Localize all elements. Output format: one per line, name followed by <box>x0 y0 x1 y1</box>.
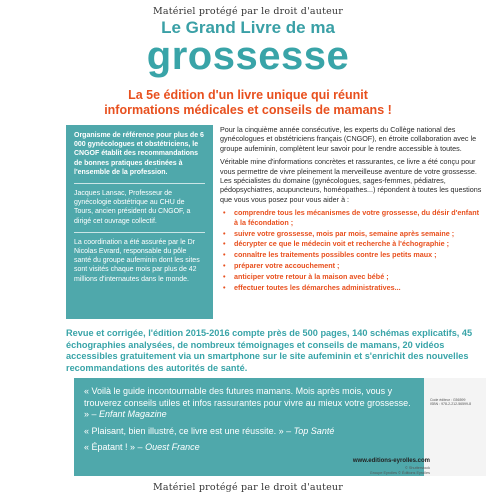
bullet-icon: • <box>223 261 226 271</box>
description-para1: Pour la cinquième année consécutive, les experts du Collège national des gynécologues et obstétriciens français (CNGOF), en étroite collaboration avec le groupe aufeminin, complètent leur savoir pour le rendre accessible à toutes. <box>220 125 477 153</box>
copyright-notice-bottom: Matériel protégé par le droit d'auteur <box>153 482 343 493</box>
list-item: • décrypter ce que le médecin voit et recherche à l'échographie ; <box>223 239 450 249</box>
quote: « Plaisant, bien illustré, ce livre est une réussite. » – Top Santé <box>84 425 335 436</box>
edition-summary: Revue et corrigée, l'édition 2015-2016 compte près de 500 pages, 140 schémas explicatifs, 45 échographies analysées, de nombreux témoignages et conseils de mamans, 20 vidéos accessibles gratuitement via un smartphone sur le site aufeminin et s'enrichit des nouvelles recommandations des autorités de santé. <box>66 328 473 373</box>
tagline-line1: La 5e édition d'un livre unique qui réunit <box>128 88 368 102</box>
publisher-website: www.editions-eyrolles.com <box>352 458 430 464</box>
description-para2: Véritable mine d'informations concrètes et rassurantes, ce livre a été conçu pour vous permettre de vivre pleinement la merveilleuse aventure de votre grossesse. Les spécialistes du domaine (gynécologues, sages-femmes, pédiatres, pédopsychiatres, acupuncteurs, homéopathes...) répondent à toutes les questions que vous vous posez pour vous aider à : <box>220 157 482 204</box>
description-column <box>220 125 482 294</box>
title-main: grossesse <box>146 34 350 78</box>
bullet-icon: • <box>223 228 226 238</box>
about-coordination: La coordination a été assurée par le Dr Nicolas Evrard, responsable du pôle santé du groupe aufeminin dont les sites sont visités chaque mois par plus de 42 millions d'internautes dans le monde. <box>74 238 200 283</box>
barcode-area <box>424 378 486 476</box>
list-item: • comprendre tous les mécanismes de votre grossesse, du désir d'enfant à la fécondation ; <box>223 208 479 227</box>
quote-source: Top Santé <box>293 425 335 436</box>
list-item: • effectuer toutes les démarches administratives... <box>223 283 401 293</box>
benefits-list <box>220 208 482 292</box>
list-item: • suivre votre grossesse, mois par mois, semaine après semaine ; <box>223 228 455 238</box>
bullet-icon: • <box>223 272 226 282</box>
quote: « Voilà le guide incontournable des futures mamans. Mois après mois, vous y trouverez conseils utiles et infos rassurantes pour vivre au mieux votre grossesse. » – Enfant Magazine <box>84 386 411 419</box>
about-box <box>66 125 213 319</box>
list-item: • anticiper votre retour à la maison avec bébé ; <box>223 272 389 282</box>
title-line1: Le Grand Livre de ma <box>161 18 335 37</box>
quote-source: Enfant Magazine <box>99 409 167 419</box>
bullet-icon: • <box>223 208 226 218</box>
bullet-icon: • <box>223 250 226 260</box>
bullet-icon: • <box>223 239 226 249</box>
tagline-line2: informations médicales et conseils de mamans ! <box>104 103 392 117</box>
copyright-notice-top: Matériel protégé par le droit d'auteur <box>153 6 343 17</box>
tagline <box>0 88 496 118</box>
about-cngof: Organisme de référence pour plus de 6 000 gynécologues et obstétriciens, le CNGOF établit des recommandations de bonnes pratiques destinées à l'ensemble de la profession. <box>74 132 204 176</box>
about-divider <box>74 232 205 233</box>
bullet-icon: • <box>223 283 226 293</box>
about-director: Jacques Lansac, Professeur de gynécologie obstétrique au CHU de Tours, ancien président du CNGOF, a dirigé cet ouvrage collectif. <box>74 190 191 225</box>
about-divider <box>74 183 205 184</box>
list-item: • connaître les traitements possibles contre les petits maux ; <box>223 250 437 260</box>
list-item: • préparer votre accouchement ; <box>223 261 340 271</box>
quote: « Épatant ! » – Ouest France <box>84 442 200 452</box>
quote-source: Ouest France <box>145 442 200 452</box>
publisher-credits: © Shutterstock Groupe Eyrolles © Éditions Eyrolles <box>369 466 430 475</box>
isbn-text: Code éditeur : G56599 ISBN : 978-2-212-56599-8 <box>430 398 472 406</box>
